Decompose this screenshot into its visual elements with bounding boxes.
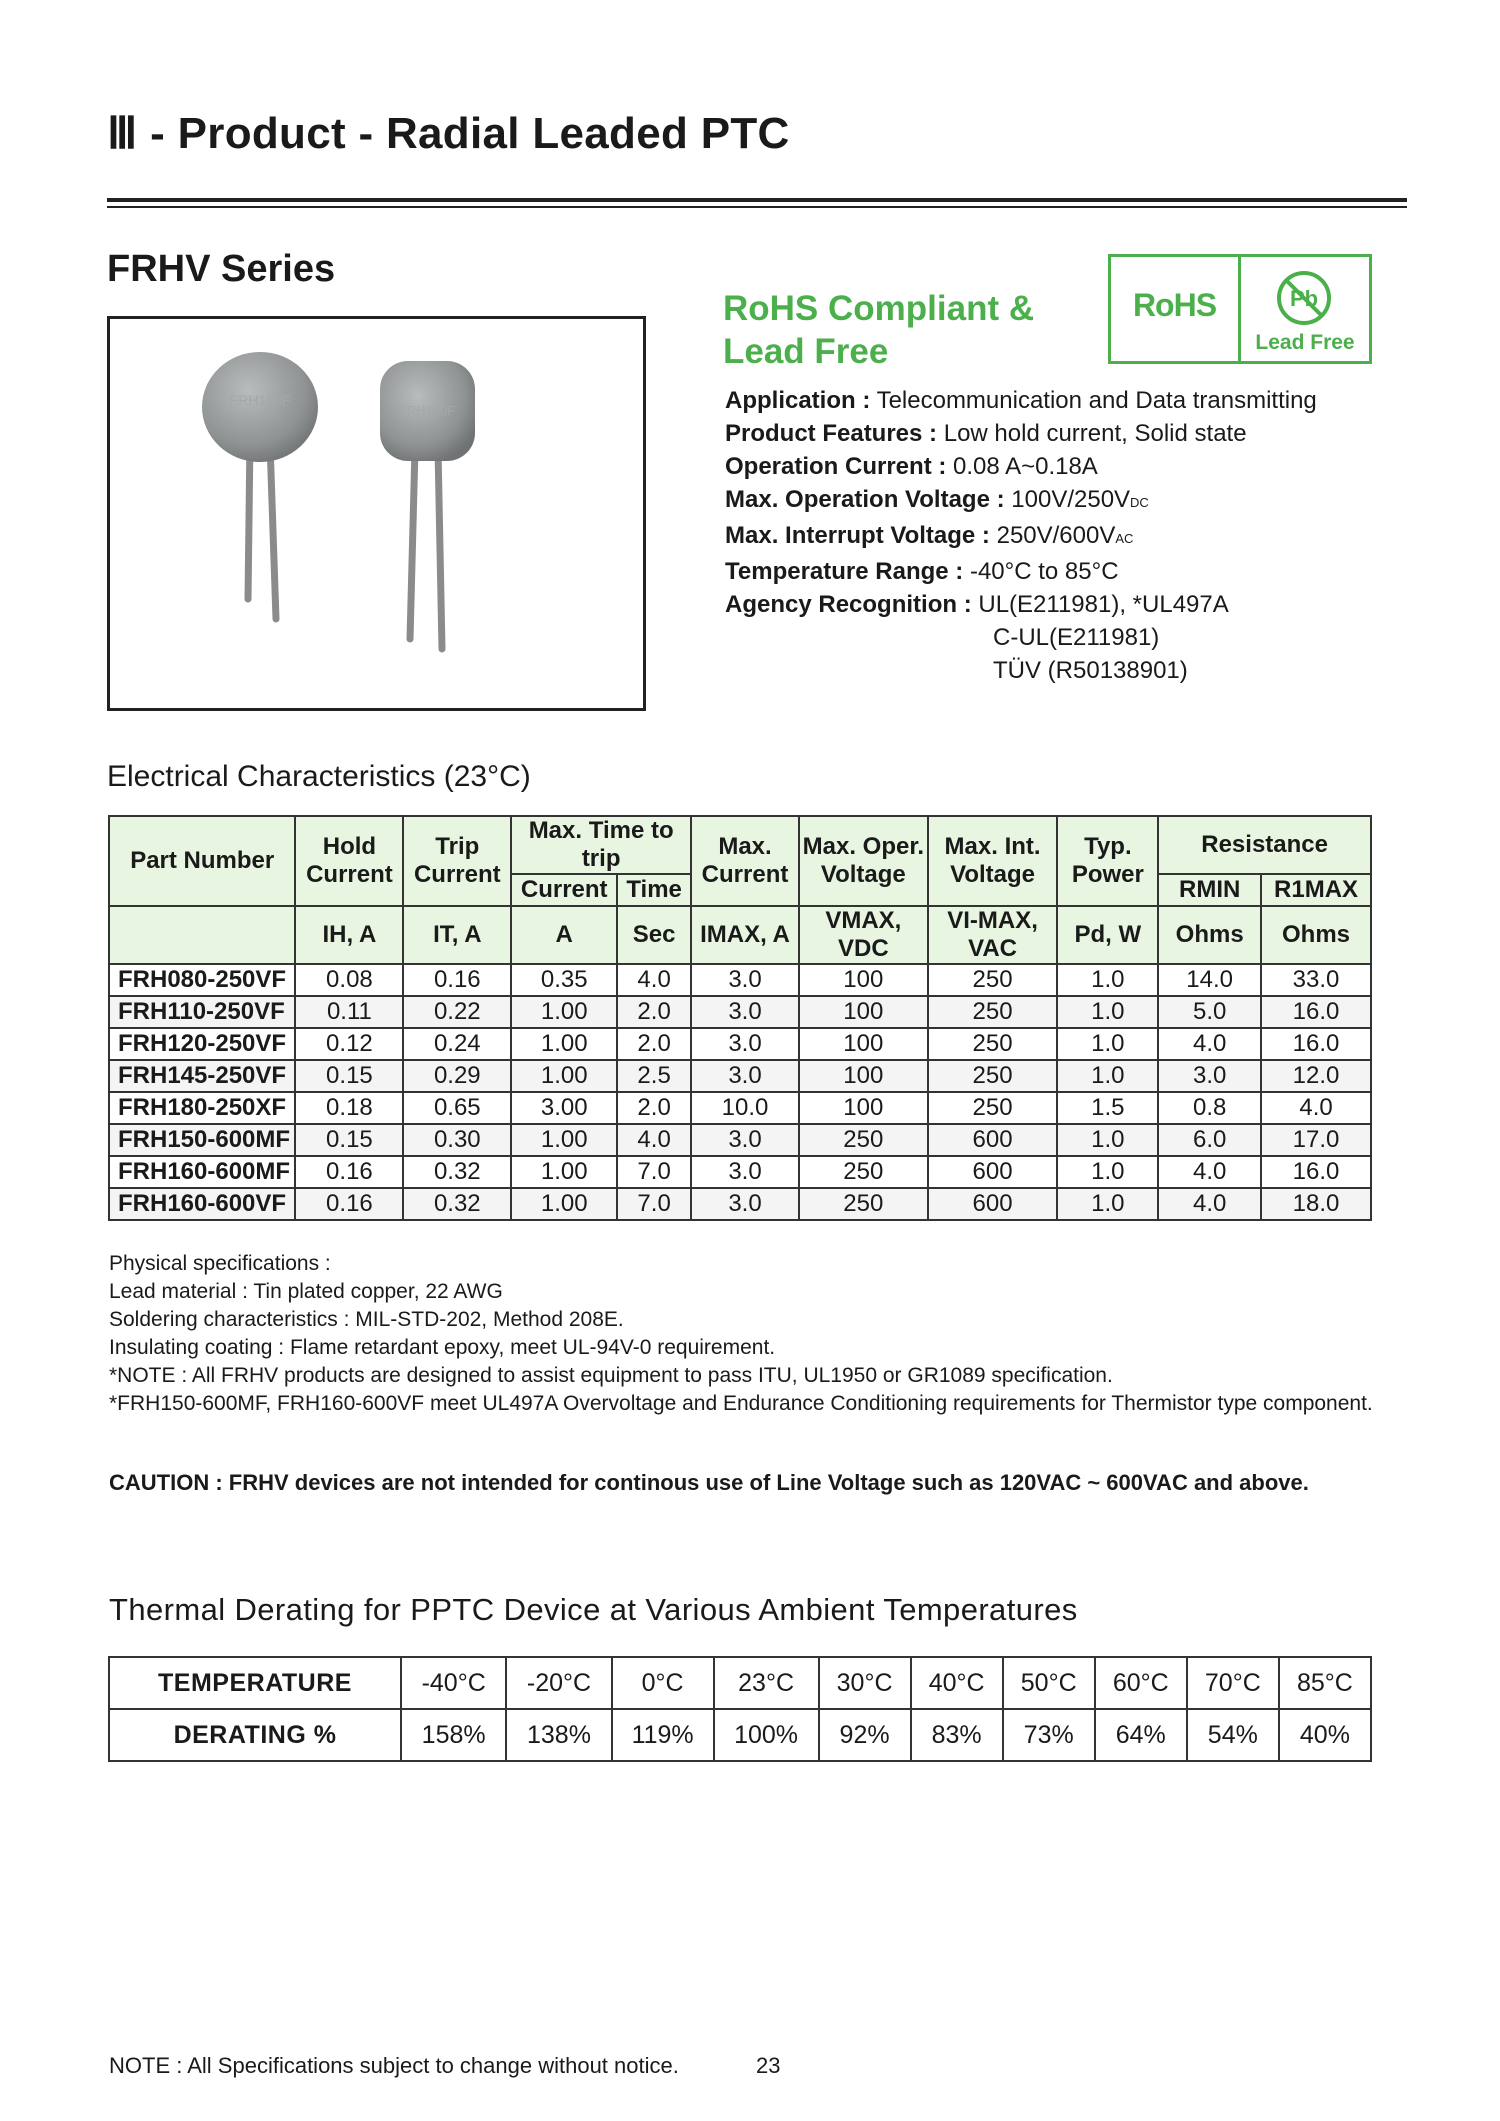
table-cell: 250 — [799, 1188, 928, 1220]
table-cell: 1.00 — [511, 1060, 617, 1092]
derating-cell: 54% — [1187, 1709, 1279, 1761]
table-cell: 5.0 — [1158, 996, 1261, 1028]
table-cell: 0.15 — [295, 1060, 403, 1092]
header-typ-power: Typ. Power — [1057, 816, 1158, 906]
temperature-cell: 85°C — [1279, 1657, 1371, 1709]
table-cell: 100 — [799, 996, 928, 1028]
part-number-cell: FRH110-250VF — [109, 996, 295, 1028]
table-cell: 1.00 — [511, 1188, 617, 1220]
note-line: Insulating coating : Flame retardant epoxy, meet UL-94V-0 requirement. — [109, 1336, 776, 1359]
thermal-section-title: Thermal Derating for PPTC Device at Various Ambient Temperatures — [109, 1592, 1078, 1627]
derating-cell: 158% — [401, 1709, 506, 1761]
table-row — [109, 1124, 1371, 1156]
header-max-current: Max. Current — [691, 816, 799, 906]
caution-note: CAUTION : FRHV devices are not intended for continous use of Line Voltage such as 120VAC ~ 600VAC and above. — [109, 1470, 1309, 1495]
derating-cell: 40% — [1279, 1709, 1371, 1761]
table-cell: 1.0 — [1057, 1060, 1158, 1092]
table-cell: 3.00 — [511, 1092, 617, 1124]
table-row — [109, 1028, 1371, 1060]
note-line: Lead material : Tin plated copper, 22 AWG — [109, 1280, 503, 1303]
header-hold-current: Hold Current — [295, 816, 403, 906]
table-cell: 250 — [799, 1124, 928, 1156]
table-row — [109, 1092, 1371, 1124]
table-cell: 3.0 — [691, 1028, 799, 1060]
table-cell: 0.08 — [295, 964, 403, 996]
header-resistance: Resistance — [1158, 816, 1371, 874]
spec-interrupt-voltage: Max. Interrupt Voltage : 250V/600VAC — [725, 522, 1134, 549]
table-cell: 7.0 — [617, 1188, 691, 1220]
units-cell: Ohms — [1261, 906, 1371, 964]
table-cell: 3.0 — [691, 964, 799, 996]
header-r1-max: R1MAX — [1261, 874, 1371, 906]
units-cell: IT, A — [403, 906, 511, 964]
table-cell: 0.15 — [295, 1124, 403, 1156]
rohs-lead-free-logo — [1108, 254, 1372, 364]
lead-wire — [438, 449, 442, 649]
header-time-sec: Time — [617, 874, 691, 906]
table-cell: 7.0 — [617, 1156, 691, 1188]
temperature-cell: 50°C — [1003, 1657, 1095, 1709]
electrical-section-title: Electrical Characteristics (23°C) — [107, 760, 531, 793]
ptc-devices-illustration — [110, 319, 643, 708]
table-cell: 1.5 — [1057, 1092, 1158, 1124]
table-cell: 4.0 — [1158, 1188, 1261, 1220]
table-cell: 10.0 — [691, 1092, 799, 1124]
no-lead-icon — [1275, 269, 1333, 327]
units-cell: VMAX, VDC — [799, 906, 928, 964]
title-rule-thin — [107, 206, 1407, 208]
derating-cell: 83% — [911, 1709, 1003, 1761]
table-cell: 1.0 — [1057, 964, 1158, 996]
note-line: Physical specifications : — [109, 1252, 331, 1275]
title-rule-thick — [107, 198, 1407, 202]
header-max-time: Max. Time to trip — [511, 816, 691, 874]
table-cell: 250 — [928, 1028, 1058, 1060]
part-number-cell: FRH160-600MF — [109, 1156, 295, 1188]
table-row — [109, 1060, 1371, 1092]
units-cell: Ohms — [1158, 906, 1261, 964]
temperature-cell: 70°C — [1187, 1657, 1279, 1709]
device-marking: FRH160F — [398, 403, 456, 418]
table-cell: 1.0 — [1057, 1188, 1158, 1220]
table-row — [109, 996, 1371, 1028]
derating-cell: 92% — [819, 1709, 911, 1761]
temperature-cell: -20°C — [506, 1657, 611, 1709]
part-number-cell: FRH150-600MF — [109, 1124, 295, 1156]
footer-note: NOTE : All Specifications subject to change without notice. — [109, 2053, 679, 2078]
units-cell: Sec — [617, 906, 691, 964]
derating-cell: 138% — [506, 1709, 611, 1761]
table-cell: 1.0 — [1057, 1028, 1158, 1060]
table-cell: 4.0 — [1158, 1156, 1261, 1188]
table-cell: 18.0 — [1261, 1188, 1371, 1220]
table-cell: 3.0 — [691, 1124, 799, 1156]
temperature-cell: 30°C — [819, 1657, 911, 1709]
table-row — [109, 1188, 1371, 1220]
lead-free-logo-text: Lead Free — [1255, 331, 1355, 354]
header-r-min: RMIN — [1158, 874, 1261, 906]
device-marking: FRH180F — [229, 392, 291, 408]
spec-features: Product Features : Low hold current, Solid state — [725, 420, 1247, 447]
table-cell: 3.0 — [691, 996, 799, 1028]
table-cell: 1.00 — [511, 1124, 617, 1156]
electrical-characteristics-table — [108, 815, 1372, 1221]
part-number-cell: FRH160-600VF — [109, 1188, 295, 1220]
part-number-cell: FRH080-250VF — [109, 964, 295, 996]
table-cell: 0.24 — [403, 1028, 511, 1060]
table-cell: 250 — [799, 1156, 928, 1188]
derating-cell: 119% — [612, 1709, 714, 1761]
page-number: 23 — [756, 2053, 781, 2078]
table-cell: 0.32 — [403, 1188, 511, 1220]
table-cell: 2.0 — [617, 1028, 691, 1060]
spec-temperature-range: Temperature Range : -40°C to 85°C — [725, 558, 1119, 585]
table-cell: 4.0 — [617, 964, 691, 996]
derating-row-label: DERATING % — [109, 1709, 401, 1761]
table-cell: 600 — [928, 1124, 1058, 1156]
table-cell: 2.5 — [617, 1060, 691, 1092]
units-part-number — [109, 906, 295, 964]
header-trip-current: Trip Current — [403, 816, 511, 906]
spec-agency-recognition: Agency Recognition : UL(E211981), *UL497A — [725, 591, 1229, 618]
physical-specifications — [109, 1250, 1379, 1418]
rohs-heading-line1: RoHS Compliant & — [723, 289, 1035, 328]
temperature-cell: 23°C — [714, 1657, 819, 1709]
part-number-cell: FRH120-250VF — [109, 1028, 295, 1060]
lead-wire — [248, 439, 250, 599]
table-cell: 250 — [928, 996, 1058, 1028]
table-cell: 17.0 — [1261, 1124, 1371, 1156]
lead-wire — [270, 443, 276, 619]
table-cell: 16.0 — [1261, 996, 1371, 1028]
table-row — [109, 964, 1371, 996]
table-cell: 14.0 — [1158, 964, 1261, 996]
table-cell: 0.11 — [295, 996, 403, 1028]
table-cell: 2.0 — [617, 1092, 691, 1124]
table-cell: 0.16 — [403, 964, 511, 996]
temperature-cell: 40°C — [911, 1657, 1003, 1709]
thermal-derating-table — [108, 1656, 1372, 1762]
part-number-cell: FRH145-250VF — [109, 1060, 295, 1092]
spec-agency-tuv: TÜV (R50138901) — [993, 657, 1188, 684]
table-cell: 33.0 — [1261, 964, 1371, 996]
table-cell: 600 — [928, 1156, 1058, 1188]
spec-operation-voltage: Max. Operation Voltage : 100V/250VDC — [725, 486, 1149, 513]
product-photo — [107, 316, 646, 711]
table-cell: 0.22 — [403, 996, 511, 1028]
header-time-current: Current — [511, 874, 617, 906]
derating-cell: 100% — [714, 1709, 819, 1761]
temperature-cell: 60°C — [1095, 1657, 1187, 1709]
table-cell: 0.8 — [1158, 1092, 1261, 1124]
table-cell: 600 — [928, 1188, 1058, 1220]
table-cell: 2.0 — [617, 996, 691, 1028]
units-cell: VI-MAX, VAC — [928, 906, 1058, 964]
table-cell: 16.0 — [1261, 1156, 1371, 1188]
header-part-number: Part Number — [109, 816, 295, 906]
part-number-cell: FRH180-250XF — [109, 1092, 295, 1124]
table-cell: 100 — [799, 1028, 928, 1060]
table-cell: 250 — [928, 964, 1058, 996]
series-title: FRHV Series — [107, 248, 336, 290]
table-cell: 100 — [799, 1092, 928, 1124]
table-cell: 100 — [799, 964, 928, 996]
spec-agency-cul: C-UL(E211981) — [993, 624, 1160, 651]
header-max-oper-voltage: Max. Oper. Voltage — [799, 816, 928, 906]
table-cell: 12.0 — [1261, 1060, 1371, 1092]
table-cell: 1.00 — [511, 1028, 617, 1060]
pb-symbol: Pb — [1289, 286, 1319, 311]
table-cell: 1.0 — [1057, 996, 1158, 1028]
table-cell: 0.16 — [295, 1156, 403, 1188]
temperature-cell: 0°C — [612, 1657, 714, 1709]
note-line: *FRH150-600MF, FRH160-600VF meet UL497A Overvoltage and Endurance Conditioning requirements for Thermistor type component. — [109, 1392, 1373, 1415]
table-cell: 6.0 — [1158, 1124, 1261, 1156]
table-cell: 4.0 — [1261, 1092, 1371, 1124]
table-cell: 0.18 — [295, 1092, 403, 1124]
lead-wire — [410, 449, 415, 639]
units-cell: A — [511, 906, 617, 964]
table-cell: 0.12 — [295, 1028, 403, 1060]
table-cell: 1.00 — [511, 1156, 617, 1188]
rohs-heading — [723, 287, 1034, 373]
rohs-logo-text: RoHS — [1132, 287, 1217, 323]
rohs-heading-line2: Lead Free — [723, 332, 889, 371]
units-cell: IMAX, A — [691, 906, 799, 964]
table-cell: 0.65 — [403, 1092, 511, 1124]
table-cell: 0.35 — [511, 964, 617, 996]
table-cell: 3.0 — [1158, 1060, 1261, 1092]
page-title: Ⅲ - Product - Radial Leaded PTC — [107, 109, 790, 158]
table-cell: 4.0 — [617, 1124, 691, 1156]
derating-cell: 64% — [1095, 1709, 1187, 1761]
table-cell: 16.0 — [1261, 1028, 1371, 1060]
note-line: *NOTE : All FRHV products are designed to assist equipment to pass ITU, UL1950 or GR1089 specification. — [109, 1364, 1113, 1387]
header-max-int-voltage: Max. Int. Voltage — [928, 816, 1058, 906]
table-row — [109, 1156, 1371, 1188]
table-cell: 0.30 — [403, 1124, 511, 1156]
units-cell: IH, A — [295, 906, 403, 964]
table-cell: 1.0 — [1057, 1156, 1158, 1188]
temperature-cell: -40°C — [401, 1657, 506, 1709]
derating-cell: 73% — [1003, 1709, 1095, 1761]
table-cell: 3.0 — [691, 1060, 799, 1092]
table-cell: 0.32 — [403, 1156, 511, 1188]
spec-application: Application : Telecommunication and Data transmitting — [725, 387, 1317, 414]
temperature-row-label: TEMPERATURE — [109, 1657, 401, 1709]
table-cell: 100 — [799, 1060, 928, 1092]
units-cell: Pd, W — [1057, 906, 1158, 964]
table-cell: 1.00 — [511, 996, 617, 1028]
table-cell: 4.0 — [1158, 1028, 1261, 1060]
table-cell: 250 — [928, 1060, 1058, 1092]
spec-list — [725, 384, 1317, 687]
table-cell: 1.0 — [1057, 1124, 1158, 1156]
table-cell: 0.16 — [295, 1188, 403, 1220]
table-cell: 250 — [928, 1092, 1058, 1124]
spec-operation-current: Operation Current : 0.08 A~0.18A — [725, 453, 1098, 480]
table-cell: 3.0 — [691, 1156, 799, 1188]
note-line: Soldering characteristics : MIL-STD-202, Method 208E. — [109, 1308, 624, 1331]
table-cell: 3.0 — [691, 1188, 799, 1220]
table-cell: 0.29 — [403, 1060, 511, 1092]
